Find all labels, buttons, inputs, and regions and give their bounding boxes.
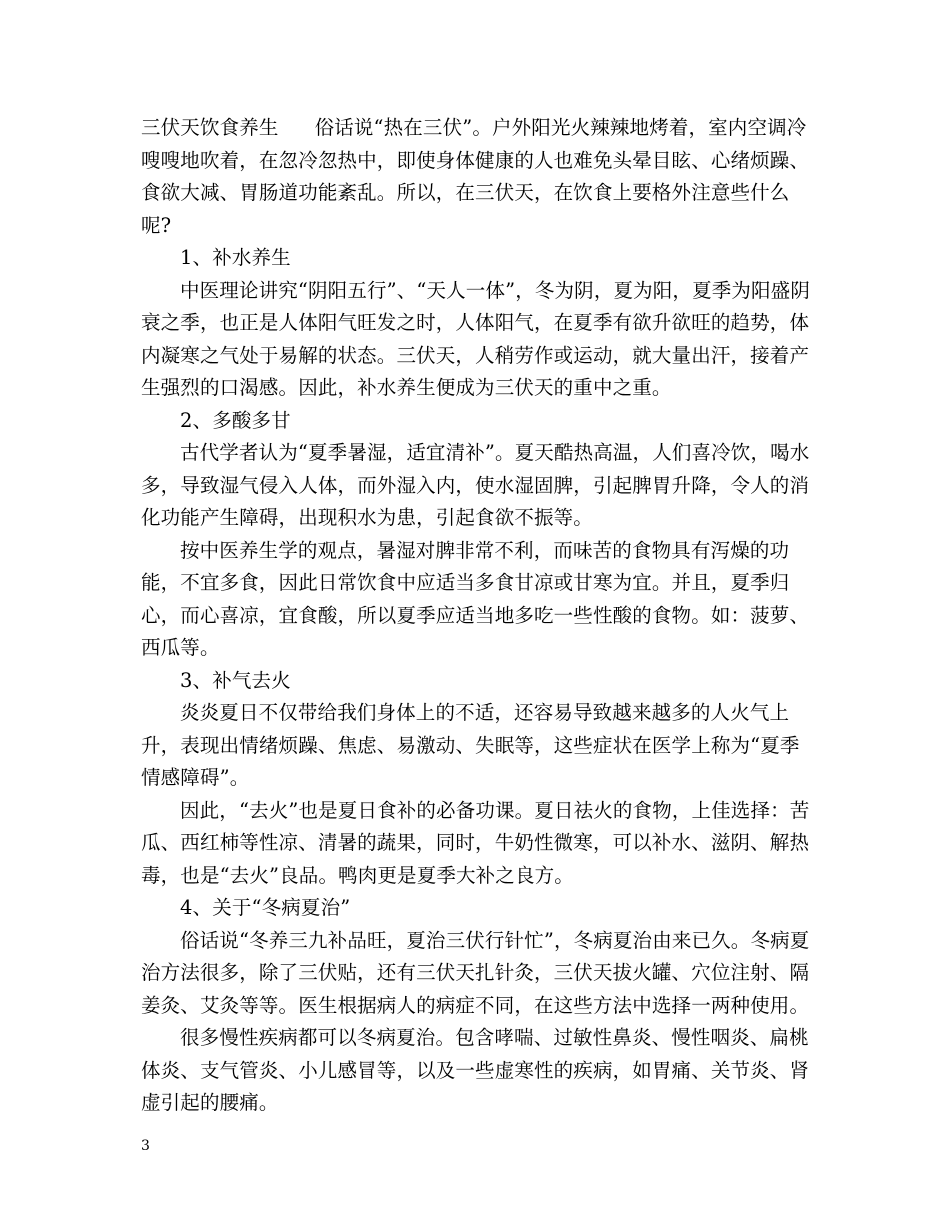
paragraph-hydration: 中医理论讲究“阴阳五行”、“天人一体”，冬为阴，夏为阳，夏季为阳盛阴衰之季，也正是人体阳气旺发之时，人体阳气，在夏季有欲升欲旺的趋势，体内凝寒之气处于易解的状态。三伏天，人稍劳作或运动，就大量出汗，接着产生强烈的口渴感。因此，补水养生便成为三伏天的重中之重。	[141, 278, 810, 399]
document-title: 三伏天饮食养生	[141, 116, 279, 139]
paragraph-reduce-heat-2: 因此，“去火”也是夏日食补的必备功课。夏日祛火的食物，上佳选择：苦瓜、西红柿等性凉、清暑的蔬果，同时，牛奶性微寒，可以补水、滋阴、解热毒，也是“去火”良品。鸭肉更是夏季大补之良方。	[141, 798, 810, 887]
section-heading-reduce-heat: 3、补气去火	[180, 668, 291, 692]
paragraph-sour-sweet-2: 按中医养生学的观点，暑湿对脾非常不利，而味苦的食物具有泻燥的功能，不宜多食，因此日常饮食中应适当多食甘凉或甘寒为宜。并且，夏季归心，而心喜凉，宜食酸，所以夏季应适当地多吃一些性酸的食物。如：菠萝、西瓜等。	[141, 538, 810, 659]
paragraph-reduce-heat-1: 炎炎夏日不仅带给我们身体上的不适，还容易导致越来越多的人火气上升，表现出情绪烦躁、焦虑、易激动、失眠等，这些症状在医学上称为“夏季情感障碍”。	[141, 701, 800, 789]
document-body	[141, 112, 813, 1120]
section-heading-winter-disease: 4、关于“冬病夏治”	[180, 896, 351, 919]
opening-paragraph	[141, 112, 813, 242]
paragraph-sour-sweet-1: 古代学者认为“夏季暑湿，适宜清补”。夏天酷热高温，人们喜冷饮，喝水多，导致湿气侵入人体，而外湿入内，使水湿固脾，引起脾胃升降，令人的消化功能产生障碍，出现积水为患，引起食欲不振等。	[141, 441, 810, 529]
intro-text: 俗话说“热在三伏”。户外阳光火辣辣地烤着，室内空调冷嗖嗖地吹着，在忽冷忽热中，即使身体健康的人也难免头晕目眩、心绪烦躁、食欲大减、胃肠道功能紊乱。所以，在三伏天，在饮食上要格外注意些什么呢?	[141, 116, 810, 237]
section-heading-sour-sweet: 2、多酸多甘	[180, 408, 291, 432]
paragraph-winter-disease-1: 俗话说“冬养三九补品旺，夏治三伏行针忙”，冬病夏治由来已久。冬病夏治方法很多，除了三伏贴，还有三伏天扎针灸，三伏天拔火罐、穴位注射、隔姜灸、艾灸等等。医生根据病人的病症不同，在这些方法中选择一两种使用。	[141, 928, 810, 1017]
paragraph-winter-disease-2: 很多慢性疾病都可以冬病夏治。包含哮喘、过敏性鼻炎、慢性咽炎、扁桃体炎、支气管炎、小儿感冒等，以及一些虚寒性的疾病，如胃痛、关节炎、肾虚引起的腰痛。	[141, 1026, 810, 1114]
section-heading-hydration: 1、补水养生	[180, 246, 291, 269]
page-number: 3	[141, 1138, 150, 1154]
